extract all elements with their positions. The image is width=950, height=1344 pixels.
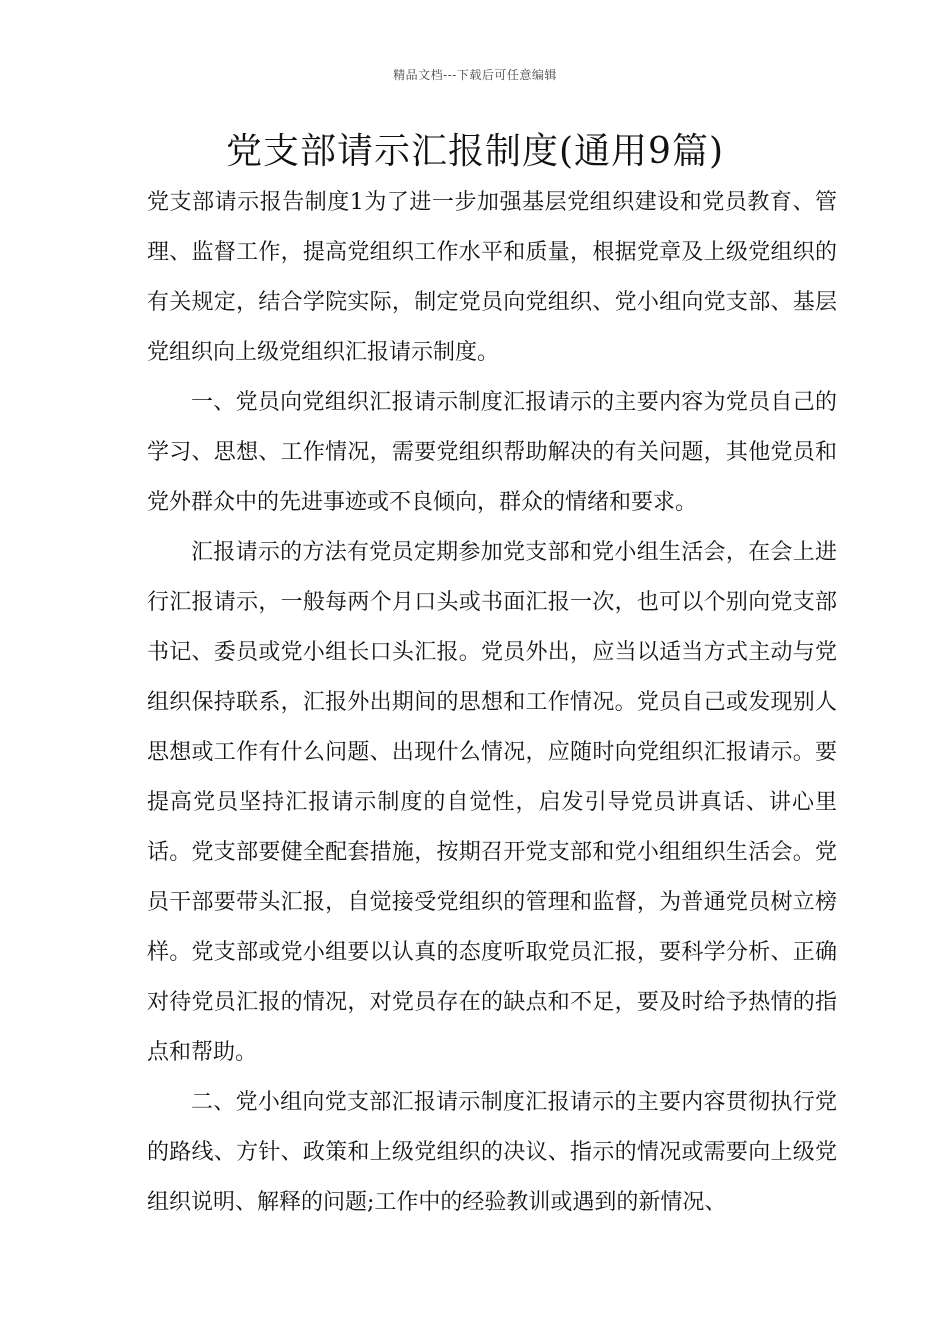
document-title: 党支部请示汇报制度(通用9篇) [226,131,724,172]
paragraph-intro: 党支部请示报告制度1为了进一步加强基层党组织建设和党员教育、管理、监督工作，提高党组织工作水平和质量，根据党章及上级党组织的有关规定，结合学院实际，制定党员向党组织、党小组向党支部、基层党组织向上级党组织汇报请示制度。 [147,190,837,365]
header-note: 精品文档---下载后可任意编辑 [393,68,557,82]
paragraph-reporting-methods: 汇报请示的方法有党员定期参加党支部和党小组生活会，在会上进行汇报请示，一般每两个月口头或书面汇报一次，也可以个别向党支部书记、委员或党小组长口头汇报。党员外出，应当以适当方式主动与党组织保持联系，汇报外出期间的思想和工作情况。党员自己或发现别人思想或工作有什么问题、出现什么情况，应随时向党组织汇报请示。要提高党员坚持汇报请示制度的自觉性，启发引导党员讲真话、讲心里话。党支部要健全配套措施，按期召开党支部和党小组组织生活会。党员干部要带头汇报，自觉接受党组织的管理和监督，为普通党员树立榜样。党支部或党小组要以认真的态度听取党员汇报，要科学分析、正确对待党员汇报的情况，对党员存在的缺点和不足，要及时给予热情的指点和帮助。 [147,540,837,1065]
paragraph-section-two: 二、党小组向党支部汇报请示制度汇报请示的主要内容贯彻执行党的路线、方针、政策和上级党组织的决议、指示的情况或需要向上级党组织说明、解释的问题;工作中的经验教训或遇到的新情况、 [147,1090,837,1215]
document-body [147,178,837,1228]
paragraph-section-one: 一、党员向党组织汇报请示制度汇报请示的主要内容为党员自己的学习、思想、工作情况，需要党组织帮助解决的有关问题，其他党员和党外群众中的先进事迹或不良倾向，群众的情绪和要求。 [147,390,837,515]
